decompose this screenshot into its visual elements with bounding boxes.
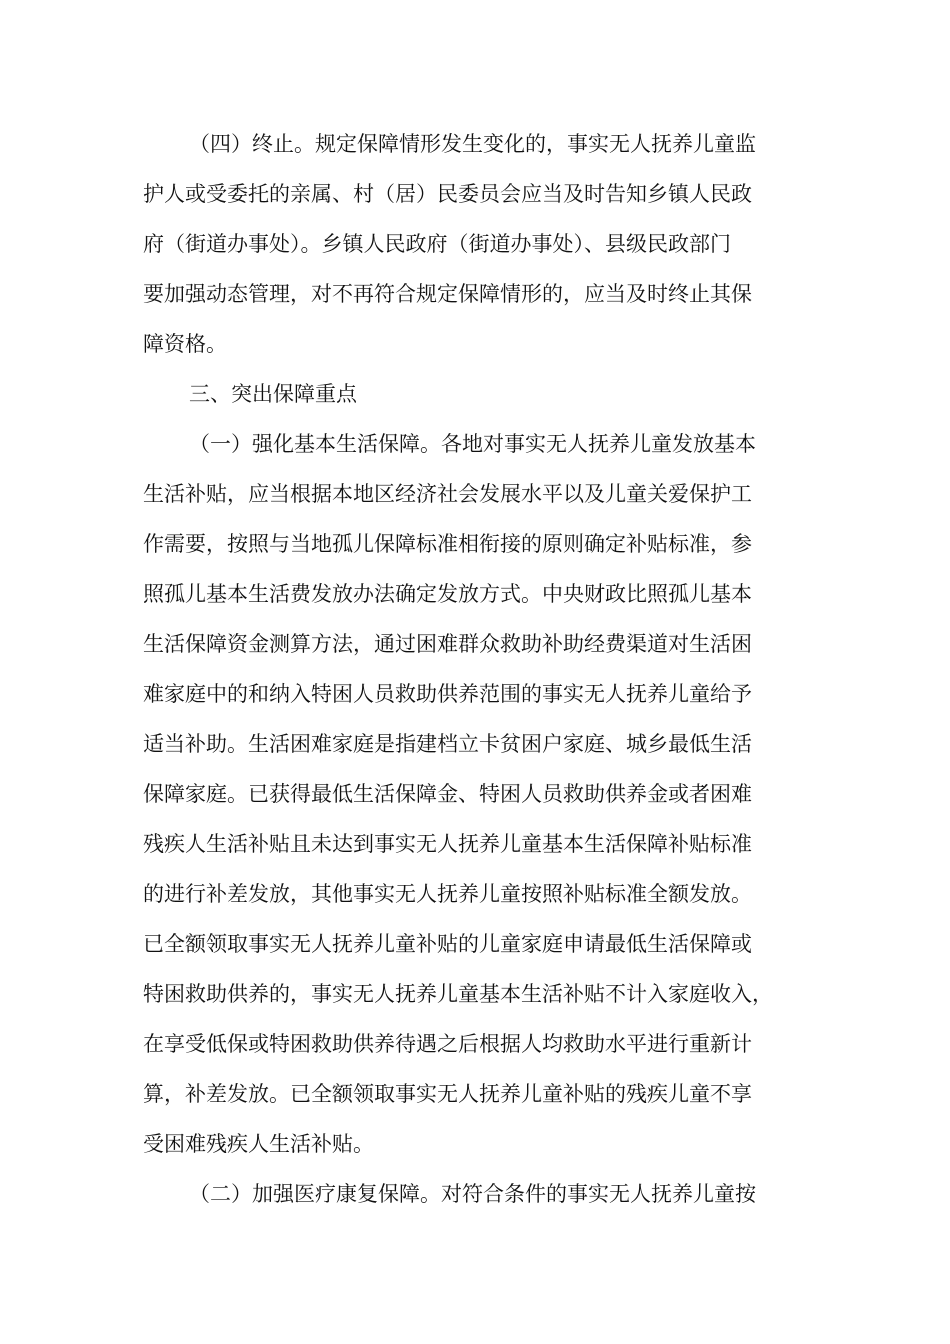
paragraph-1-line-14: 算，补差发放。已全额领取事实无人抚养儿童补贴的残疾儿童不享 [143,1082,752,1106]
paragraph-1-line-6: 难家庭中的和纳入特困人员救助供养范围的事实无人抚养儿童给予 [143,682,752,706]
paragraph-1-line-11: 已全额领取事实无人抚养儿童补贴的儿童家庭申请最低生活保障或 [143,932,752,956]
section-heading: 三、突出保障重点 [189,382,357,406]
paragraph-4-line-2: 护人或受委托的亲属、村（居）民委员会应当及时告知乡镇人民政 [143,182,752,206]
paragraph-1-line-7: 适当补助。生活困难家庭是指建档立卡贫困户家庭、城乡最低生活 [143,732,752,756]
paragraph-1-line-2: 生活补贴，应当根据本地区经济社会发展水平以及儿童关爱保护工 [143,482,752,506]
paragraph-4-line-4: 要加强动态管理，对不再符合规定保障情形的，应当及时终止其保 [143,282,752,306]
paragraph-1-line-3: 作需要，按照与当地孤儿保障标准相衔接的原则确定补贴标准，参 [143,532,752,556]
paragraph-1-line-5: 生活保障资金测算方法，通过困难群众救助补助经费渠道对生活困 [143,632,752,656]
paragraph-4-line-5: 障资格。 [143,332,227,356]
paragraph-1-line-8: 保障家庭。已获得最低生活保障金、特困人员救助供养金或者困难 [143,782,752,806]
paragraph-4-line-1: （四）终止。规定保障情形发生变化的，事实无人抚养儿童监 [189,132,756,156]
paragraph-1-line-9: 残疾人生活补贴且未达到事实无人抚养儿童基本生活保障补贴标准 [143,832,752,856]
paragraph-1-line-4: 照孤儿基本生活费发放办法确定发放方式。中央财政比照孤儿基本 [143,582,752,606]
paragraph-1-line-15: 受困难残疾人生活补贴。 [143,1132,374,1156]
paragraph-1-line-1: （一）强化基本生活保障。各地对事实无人抚养儿童发放基本 [189,432,756,456]
paragraph-1-line-12: 特困救助供养的，事实无人抚养儿童基本生活补贴不计入家庭收入， [143,982,773,1006]
paragraph-4-line-3: 府（街道办事处）。乡镇人民政府（街道办事处）、县级民政部门 [143,232,731,256]
paragraph-1-line-13: 在享受低保或特困救助供养待遇之后根据人均救助水平进行重新计 [143,1032,752,1056]
paragraph-2-line-1: （二）加强医疗康复保障。对符合条件的事实无人抚养儿童按 [189,1182,756,1206]
paragraph-1-line-10: 的进行补差发放，其他事实无人抚养儿童按照补贴标准全额发放。 [143,882,752,906]
